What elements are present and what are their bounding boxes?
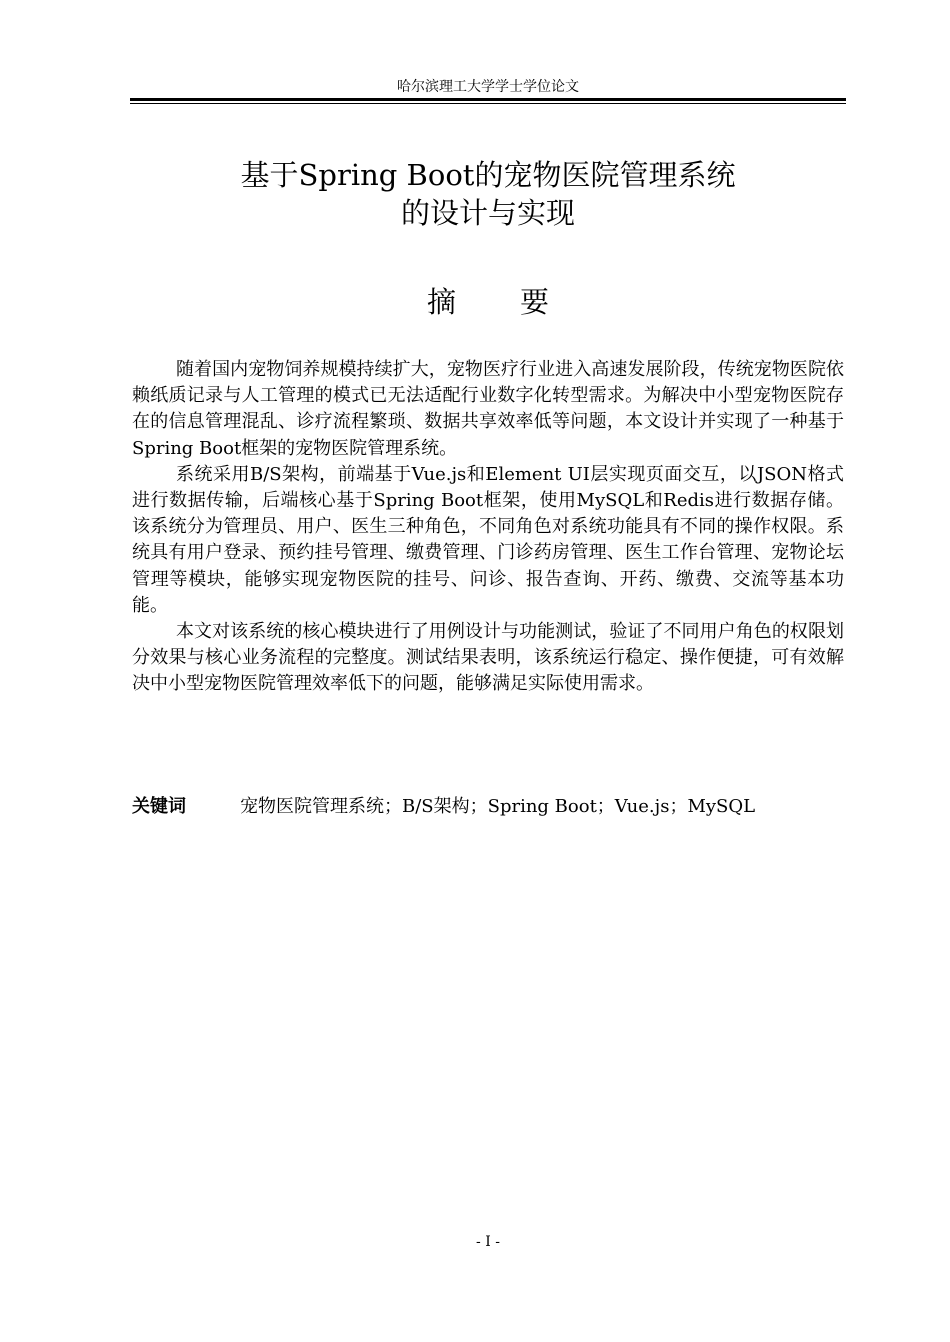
abstract-paragraph-3: 本文对该系统的核心模块进行了用例设计与功能测试，验证了不同用户角色的权限划分效果与核心业务流程的完整度。测试结果表明，该系统运行稳定、操作便捷，可有效解决中小型宠物医院管理效率低下的问题，能够满足实际使用需求。 — [132, 621, 844, 695]
keywords-value: 宠物医院管理系统；B/S架构；Spring Boot；Vue.js；MySQL — [240, 796, 756, 817]
keywords-label: 关键词 — [132, 796, 186, 817]
header-rule-thick — [130, 98, 846, 101]
keywords-line — [132, 794, 844, 820]
page-number: - I - — [476, 1234, 500, 1250]
abstract-heading: 摘要 — [426, 285, 613, 319]
abstract-paragraph-2: 系统采用B/S架构，前端基于Vue.js和Element UI层实现页面交互，以JSON格式进行数据传输，后端核心基于Spring Boot框架，使用MySQL和Redis进行数据存储。该系统分为管理员、用户、医生三种角色，不同角色对系统功能具有不同的操作权限。系统具有用户登录、预约挂号管理、缴费管理、门诊药房管理、医生工作台管理、宠物论坛管理等模块，能够实现宠物医院的挂号、问诊、报告查询、开药、缴费、交流等基本功能。 — [132, 463, 844, 616]
thesis-title-line-1: 基于Spring Boot的宠物医院管理系统 — [240, 158, 736, 192]
thesis-title-line-2: 的设计与实现 — [400, 196, 575, 230]
header-rule-thin — [130, 103, 846, 104]
abstract-paragraph-1: 随着国内宠物饲养规模持续扩大，宠物医疗行业进入高速发展阶段，传统宠物医院依赖纸质记录与人工管理的模式已无法适配行业数字化转型需求。为解决中小型宠物医院存在的信息管理混乱、诊疗流程繁琐、数据共享效率低等问题，本文设计并实现了一种基于Spring Boot框架的宠物医院管理系统。 — [132, 359, 844, 459]
abstract-body — [132, 357, 844, 698]
running-header: 哈尔滨理工大学学士学位论文 — [397, 79, 579, 95]
thesis-title — [130, 156, 846, 232]
